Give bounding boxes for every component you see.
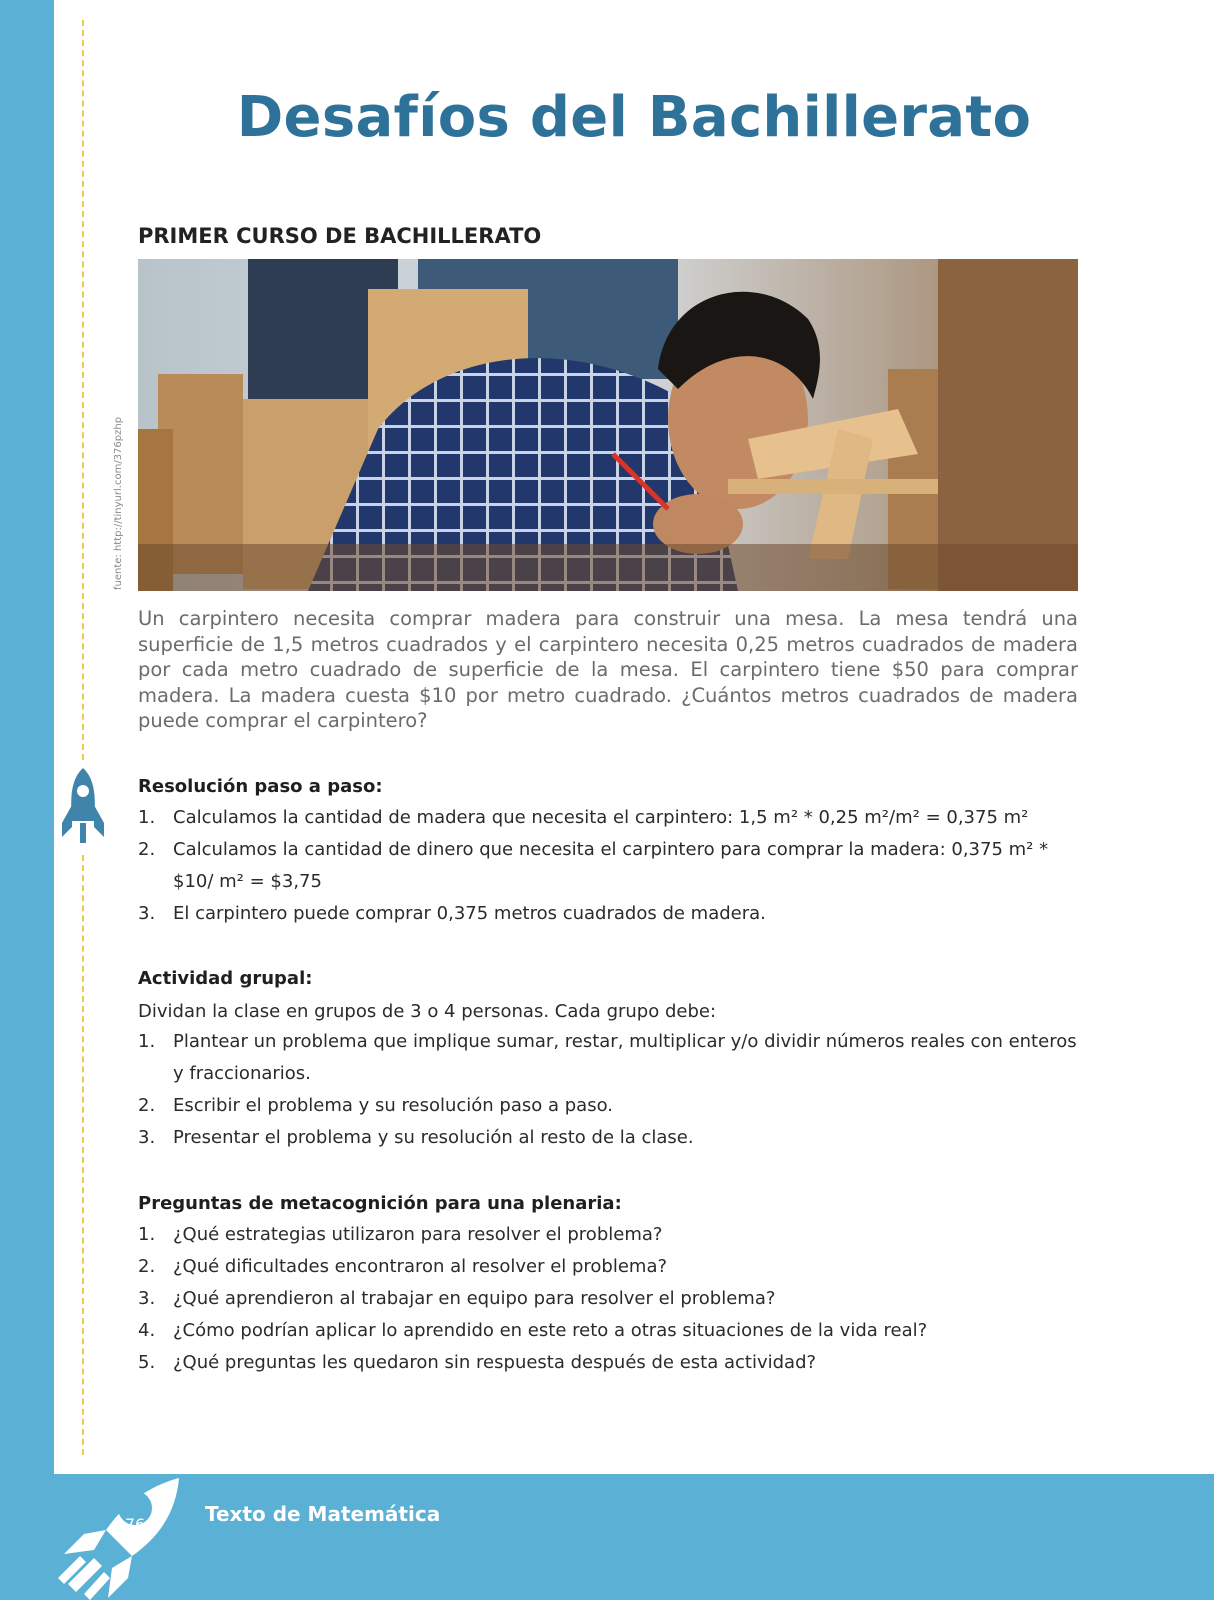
group-activity-steps [138,1026,1078,1154]
item-text: Plantear un problema que implique sumar, restar, multiplicar y/o dividir números reales con enteros y fraccionarios. [173,1031,1077,1084]
list-item [138,1283,1078,1315]
item-number: 3. [138,903,156,924]
item-number: 1. [138,1031,156,1052]
list-item [138,802,1078,834]
item-number: 3. [138,1288,156,1309]
item-text: ¿Cómo podrían aplicar lo aprendido en este reto a otras situaciones de la vida real? [173,1320,928,1341]
item-text: ¿Qué estrategias utilizaron para resolver el problema? [173,1224,663,1245]
item-number: 2. [138,1256,156,1277]
carpenter-photo [138,259,1078,591]
item-number: 5. [138,1352,156,1373]
dashed-guide-bottom [82,855,84,1455]
page-number: 76 [124,1515,146,1534]
footer-band [54,1474,1214,1600]
left-band [0,0,54,1600]
item-number: 1. [138,807,156,828]
item-number: 2. [138,1095,156,1116]
item-number: 2. [138,839,156,860]
footer-book-title: Texto de Matemática [205,1502,441,1526]
rocket-icon [58,765,108,845]
list-item [138,1026,1078,1090]
item-number: 3. [138,1127,156,1148]
course-level: PRIMER CURSO DE BACHILLERATO [138,224,542,248]
problem-statement: Un carpintero necesita comprar madera para construir una mesa. La mesa tendrá una superficie de 1,5 metros cuadrados y el carpintero necesita 0,25 metros cuadrados de madera por cada metro cuadrado de superficie de la mesa. El carpintero tiene $50 para comprar madera. La madera cuesta $10 por metro cuadrado. ¿Cuántos metros cuadrados de madera puede comprar el carpintero? [138,607,1078,733]
list-item [138,834,1078,898]
item-text: Presentar el problema y su resolución al resto de la clase. [173,1127,694,1148]
item-text: ¿Qué preguntas les quedaron sin respuesta después de esta actividad? [173,1352,817,1373]
list-item [138,1219,1078,1251]
item-number: 4. [138,1320,156,1341]
page-title: Desafíos del Bachillerato [236,85,1032,150]
item-text: Calculamos la cantidad de madera que necesita el carpintero: 1,5 m² * 0,25 m²/m² = 0,375 m² [173,807,1029,828]
list-item [138,1122,1078,1154]
list-item [138,1251,1078,1283]
item-text: El carpintero puede comprar 0,375 metros cuadrados de madera. [173,903,766,924]
item-text: Escribir el problema y su resolución paso a paso. [173,1095,613,1116]
group-activity-heading: Actividad grupal: [138,968,313,989]
list-item [138,1315,1078,1347]
item-text: ¿Qué aprendieron al trabajar en equipo para resolver el problema? [173,1288,776,1309]
resolution-steps [138,802,1078,930]
list-item [138,898,1078,930]
photo-credit: fuente: http://tinyurl.com/376pzhp [113,416,124,590]
item-text: ¿Qué dificultades encontraron al resolver el problema? [173,1256,668,1277]
list-item [138,1090,1078,1122]
metacognition-questions [138,1219,1078,1379]
group-activity-intro: Dividan la clase en grupos de 3 o 4 personas. Cada grupo debe: [138,1001,717,1022]
item-text: Calculamos la cantidad de dinero que necesita el carpintero para comprar la madera: 0,375 m² * $10/ m² = $3,75 [173,839,1049,892]
list-item [138,1347,1078,1379]
item-number: 1. [138,1224,156,1245]
resolution-heading: Resolución paso a paso: [138,776,383,797]
metacognition-heading: Preguntas de metacognición para una plenaria: [138,1193,622,1214]
